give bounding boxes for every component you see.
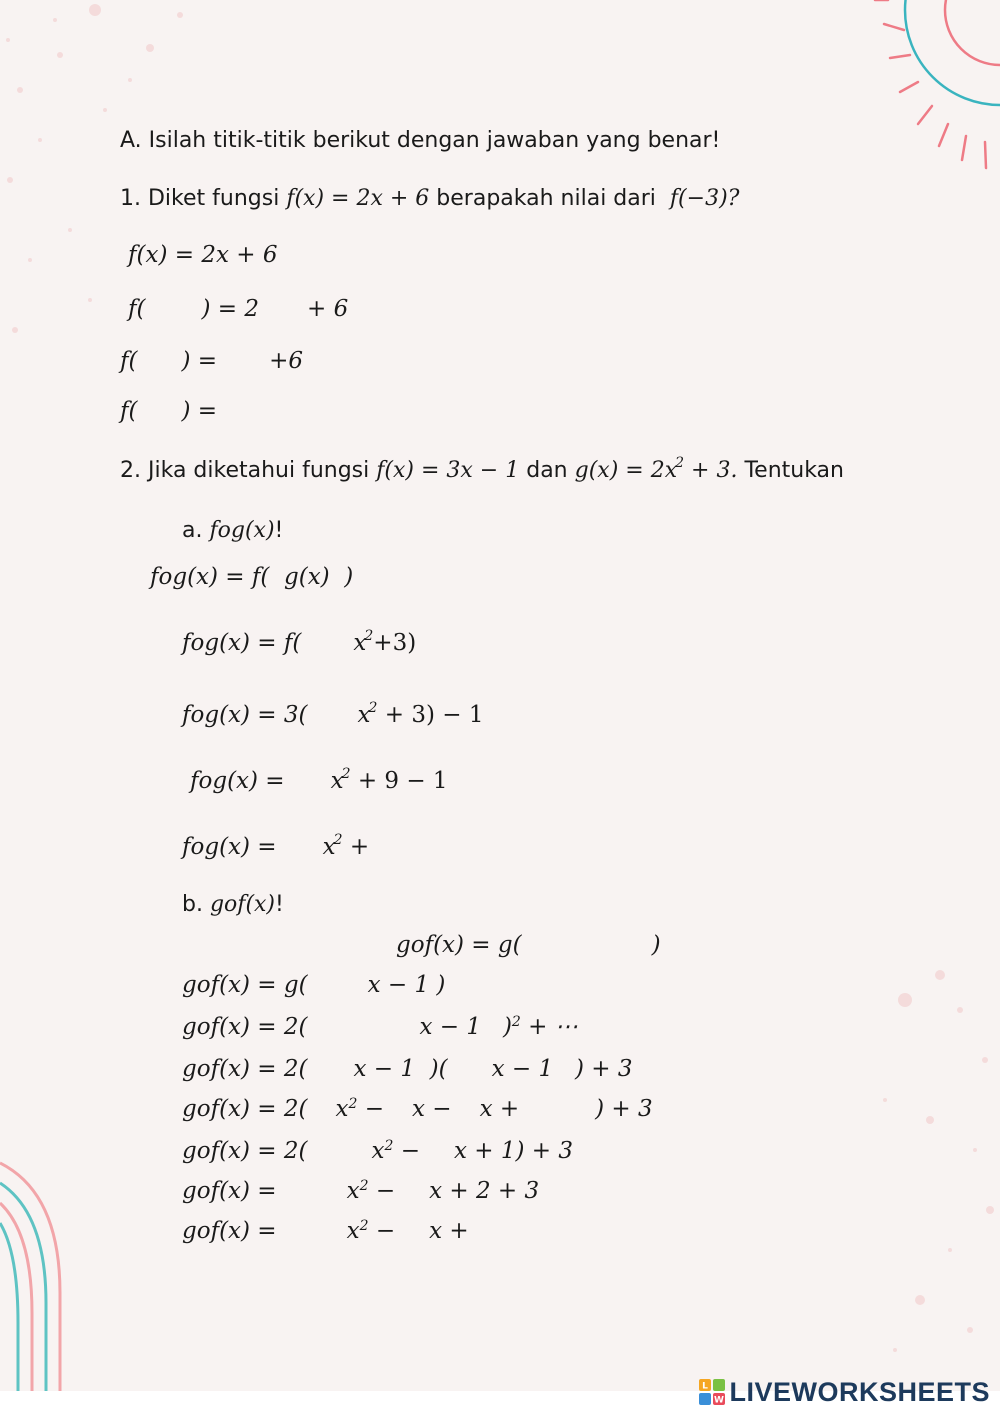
sun-decoration: [800, 0, 1000, 200]
part-b-step-2: gof(x) = g( x − 1 ): [182, 972, 446, 998]
q1-step-1: f(x) = 2x + 6: [128, 242, 278, 268]
part-b-step-6: gof(x) = 2( $x^2 - x + 1) + 3$: [182, 1138, 574, 1164]
q2-instr: Tentukan: [744, 458, 844, 483]
brand-name: LIVEWORKSHEETS: [729, 1376, 990, 1407]
part-a-step-5: $fog(x) = x^2$ +: [182, 832, 370, 860]
q1-ask: berapakah nilai dari: [436, 186, 656, 211]
question-2: [120, 456, 844, 488]
q1-target: f(−3)?: [669, 186, 740, 211]
part-a-step-3: fog(x) = 3( $x^2 + 3) - 1$: [182, 700, 484, 728]
q2-number: 2. Jika diketahui fungsi: [120, 458, 370, 483]
liveworksheets-logo-icon: [699, 1379, 725, 1405]
part-a-step-2: fog(x) = f( $x^2+3$): [182, 628, 417, 656]
part-b-label: b. gof(x)!: [182, 892, 284, 917]
part-b-step-5: gof(x) = 2( $x^2 - x - x$ + ) + 3: [182, 1096, 653, 1122]
part-b-step-7: $gof(x) = x^2 - x + 2 + 3$: [182, 1178, 540, 1204]
q2-conj: dan: [526, 458, 568, 483]
section-heading: A. Isilah titik-titik berikut dengan jawaban yang benar!: [120, 128, 721, 153]
part-b-step-1: gof(x) = g( ): [396, 932, 661, 958]
svg-text:L: L: [702, 1381, 709, 1392]
q1-number: 1. Diket fungsi: [120, 186, 280, 211]
q1-given: f(x) = 2x + 6: [286, 186, 430, 211]
svg-text:W: W: [714, 1395, 725, 1405]
part-b-step-3: gof(x) = 2( x − 1 )$^2$ + ⋯: [182, 1014, 578, 1040]
rainbow-decoration: [0, 1153, 70, 1413]
part-a-label: a. fog(x)!: [182, 518, 284, 543]
q1-step-4: f( ) =: [120, 398, 218, 424]
part-b-step-8: $gof(x) = x^2 - x$ +: [182, 1218, 469, 1244]
question-1: [120, 184, 739, 214]
q2-f-def: f(x) = 3x − 1: [376, 458, 520, 483]
q1-step-2: f( ) = 2 + 6: [128, 296, 349, 322]
q2-g-def: $g(x) = 2x^2 + 3$.: [574, 455, 738, 483]
part-b-step-4: gof(x) = 2( x − 1 )( x − 1 ) + 3: [182, 1056, 633, 1082]
q1-step-3: f( ) = +6: [120, 348, 303, 374]
part-a-step-1: fog(x) = f( g(x) ): [150, 564, 354, 590]
part-a-step-4: $fog(x) = x^2 + 9 - 1$: [190, 766, 448, 794]
liveworksheets-brand[interactable]: [699, 1377, 990, 1407]
